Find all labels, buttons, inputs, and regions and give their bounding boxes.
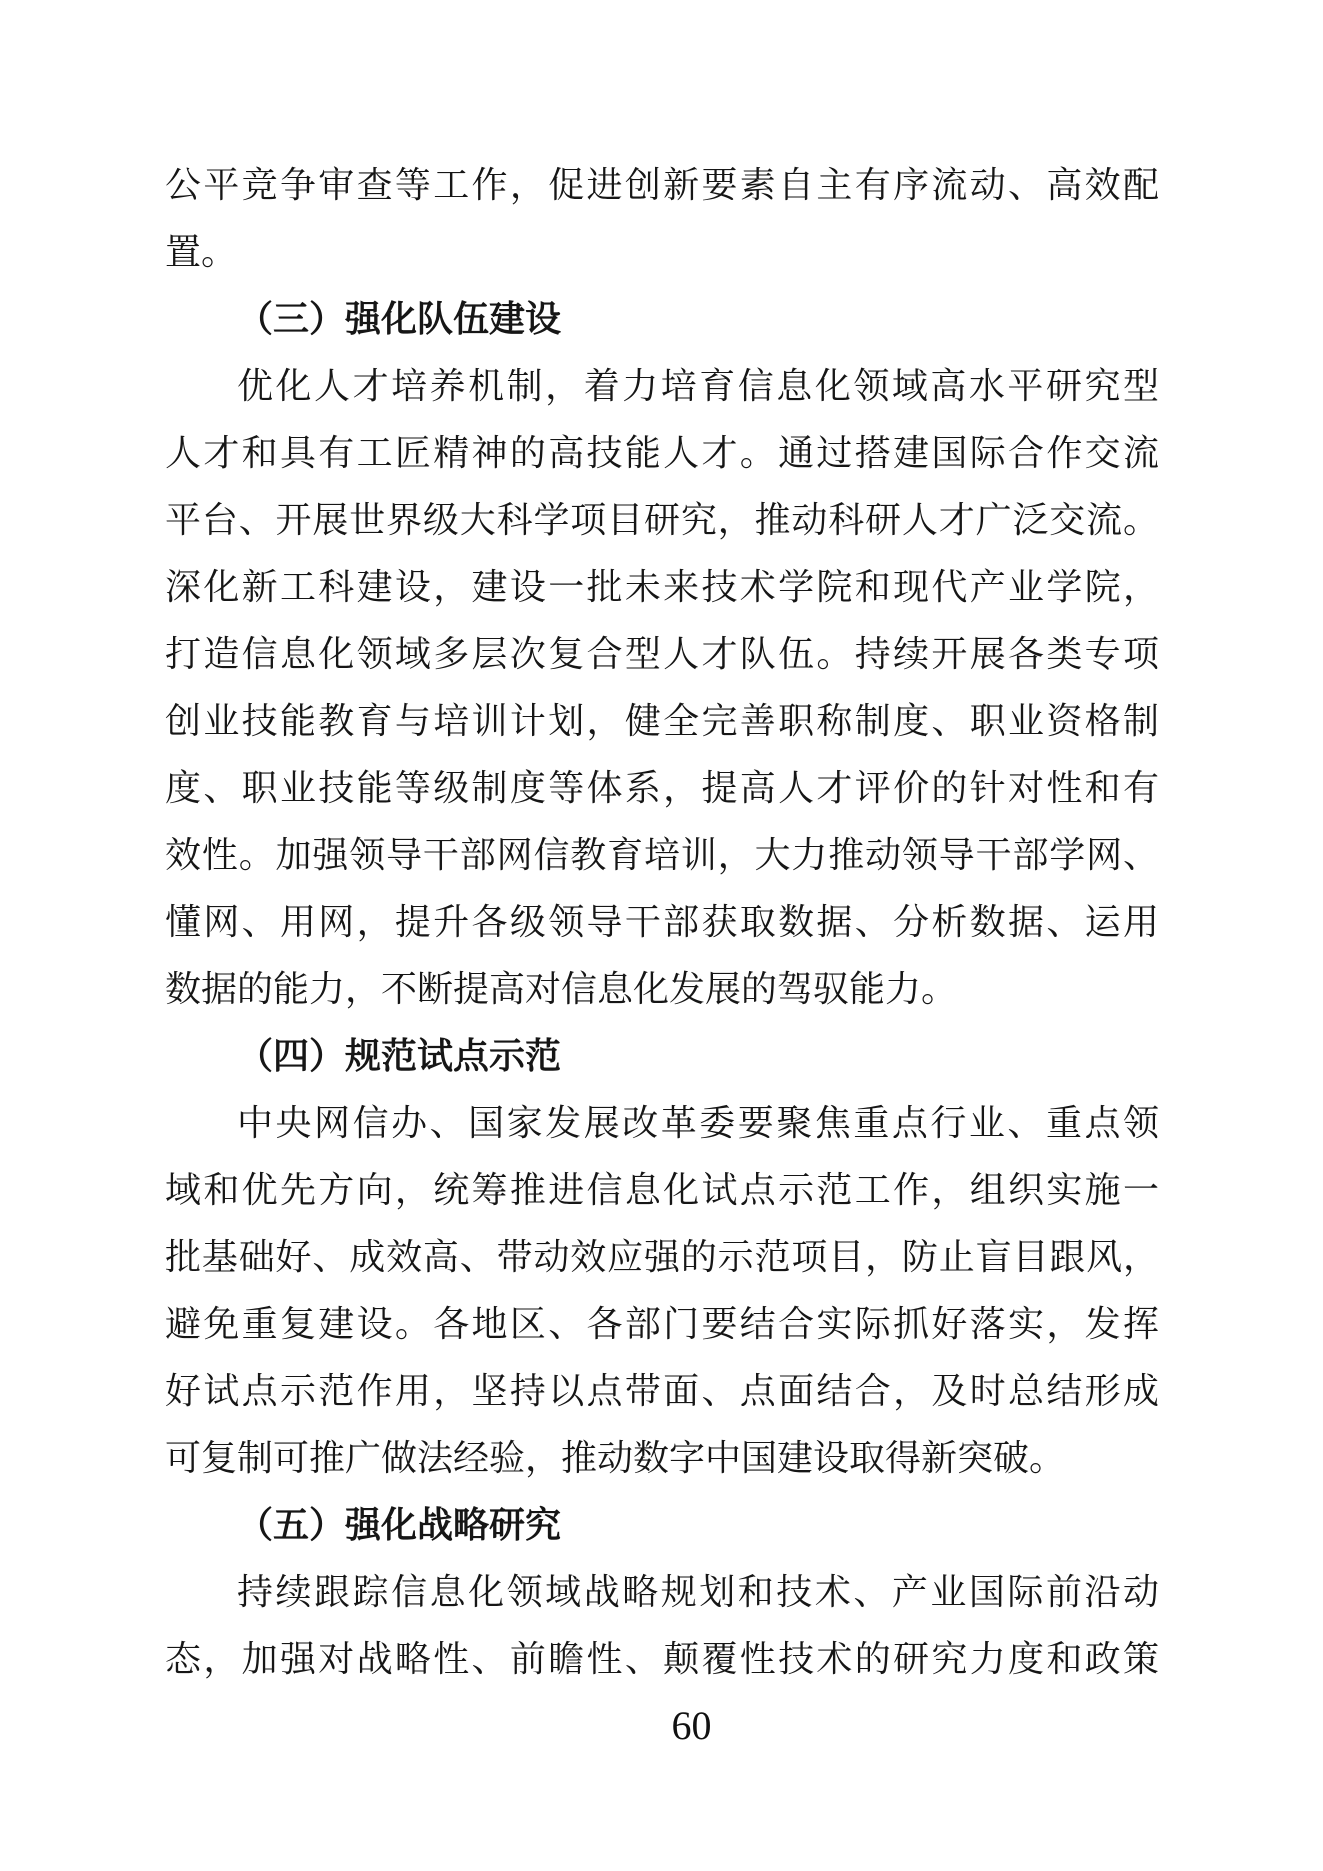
text-line: 懂网、用网，提升各级领导干部获取数据、分析数据、运用 — [165, 902, 1159, 942]
text-line: 平台、开展世界级大科学项目研究，推动科研人才广泛交流。 — [165, 500, 1159, 540]
text-line: 深化新工科建设，建设一批未来技术学院和现代产业学院， — [165, 567, 1159, 607]
page-number: 60 — [671, 1703, 712, 1748]
text-line: 人才和具有工匠精神的高技能人才。通过搭建国际合作交流 — [165, 433, 1159, 473]
text-line: 批基础好、成效高、带动效应强的示范项目，防止盲目跟风， — [165, 1237, 1159, 1277]
text-line: 好试点示范作用，坚持以点带面、点面结合，及时总结形成 — [165, 1371, 1159, 1411]
text-line: 持续跟踪信息化领域战略规划和技术、产业国际前沿动 — [237, 1572, 1159, 1612]
text-line: 态，加强对战略性、前瞻性、颠覆性技术的研究力度和政策 — [165, 1639, 1159, 1679]
text-line: 可复制可推广做法经验，推动数字中国建设取得新突破。 — [165, 1438, 1066, 1478]
section-heading: （四）规范试点示范 — [237, 1036, 562, 1076]
text-line: 效性。加强领导干部网信教育培训，大力推动领导干部学网、 — [165, 835, 1159, 875]
text-line: 避免重复建设。各地区、各部门要结合实际抓好落实，发挥 — [165, 1304, 1159, 1344]
text-line: 域和优先方向，统筹推进信息化试点示范工作，组织实施一 — [165, 1170, 1159, 1210]
section-heading: （三）强化队伍建设 — [237, 299, 562, 339]
text-line: 中央网信办、国家发展改革委要聚焦重点行业、重点领 — [237, 1103, 1159, 1143]
text-line: 度、职业技能等级制度等体系，提高人才评价的针对性和有 — [165, 768, 1159, 808]
text-line: 创业技能教育与培训计划，健全完善职称制度、职业资格制 — [165, 701, 1159, 741]
text-line: 优化人才培养机制，着力培育信息化领域高水平研究型 — [237, 366, 1159, 406]
section-heading: （五）强化战略研究 — [237, 1505, 562, 1545]
text-line: 公平竞争审查等工作，促进创新要素自主有序流动、高效配 — [165, 165, 1159, 205]
text-line: 置。 — [165, 232, 238, 272]
document-text — [165, 152, 1159, 1693]
text-line: 数据的能力，不断提高对信息化发展的驾驭能力。 — [165, 969, 958, 1009]
text-line: 打造信息化领域多层次复合型人才队伍。持续开展各类专项 — [165, 634, 1159, 674]
